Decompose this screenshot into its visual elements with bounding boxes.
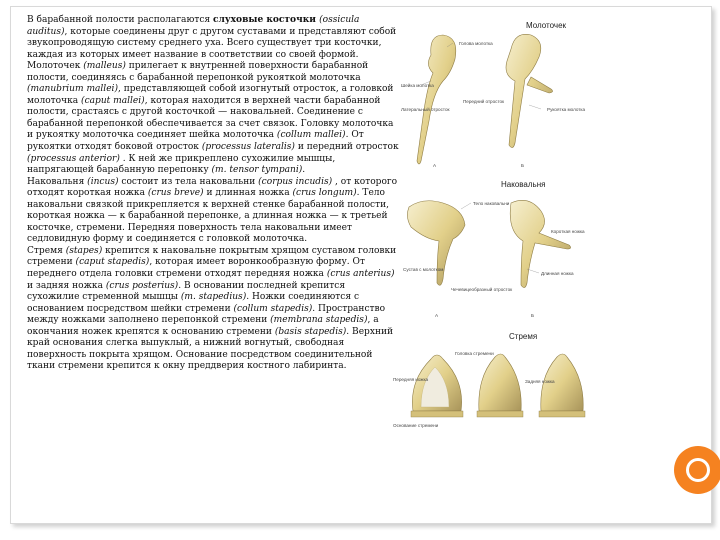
latin-term: (m. tensor tympani). <box>211 165 306 176</box>
label: Латеральный отросток <box>401 107 450 112</box>
stapes-shape-b <box>479 354 521 411</box>
malleus-shape-a <box>417 35 456 164</box>
latin-term: (crus posterius) <box>105 280 179 291</box>
figure-letter: А <box>435 313 439 318</box>
text: и задняя ножка <box>27 280 106 291</box>
text: . В основании последней крепится сухожилие стременной мышцы <box>27 280 346 303</box>
paragraph-ossicles <box>27 15 399 61</box>
latin-term: (malleus) <box>83 61 126 72</box>
latin-term: (collum stapedis) <box>233 303 313 314</box>
malleus-figure <box>391 15 601 175</box>
text: В барабанной полости располагаются <box>27 15 213 25</box>
text: , которая находится в верхней части барабанной полости, срастаясь с другой косточкой — наковальней. Соединение с барабанной перепонкой обеспечивается за счет связок. Головку молоточка и рукоятку молоточка соединяет шейка молоточка <box>27 95 394 141</box>
malleus-shape-b <box>506 34 553 147</box>
latin-term: (crus longum) <box>292 188 357 199</box>
latin-term: (ossicula auditus) <box>27 15 360 37</box>
label: Шейка молотка <box>401 83 434 88</box>
decorative-circle-ring <box>686 458 710 482</box>
stapes-figure <box>391 325 601 433</box>
label: Задняя ножка <box>525 379 555 384</box>
text: . Пространство между ножками заполнено перепонкой стремени <box>27 303 386 326</box>
figure-letter: Б <box>531 313 535 318</box>
label: Рукоятка молотка <box>547 107 586 112</box>
text: . Тело наковальни связкой прикрепляется к верхней стенке барабанной полости, короткая ножка — к барабанной перепонке, а длинная ножка — к третьей косточке, стремени. Передняя поверхность тела наковальни имеет седловидную форму и соединяется с головкой молоточка. <box>27 188 389 245</box>
label: Сустав с молотком <box>403 267 444 272</box>
term-ossicles: слуховые косточки <box>212 15 320 25</box>
latin-term: (m. stapedius) <box>180 292 247 303</box>
text: , представляющей собой изогнутый отросток, а головкой молоточка <box>27 84 394 106</box>
label: Чечевицеобразный отросток <box>451 287 513 292</box>
figure-title: Молоточек <box>526 21 567 30</box>
figure-title: Стремя <box>509 332 538 341</box>
figure-letter: Б <box>521 163 525 168</box>
text: и передний отросток <box>294 142 399 153</box>
latin-term: (manubrium mallei) <box>27 84 118 95</box>
text: прилегает к внутренней поверхности барабанной полости, соединяясь с барабанной перепонкой рукояткой молоточка <box>27 61 369 83</box>
label: Тело наковальни <box>473 201 510 206</box>
label: Передний отросток <box>463 99 505 104</box>
paragraph-stapes <box>27 246 399 373</box>
latin-term: (incus) <box>87 176 119 187</box>
paragraph-incus <box>27 177 399 246</box>
label: Головка стремени <box>455 351 494 356</box>
latin-term: (crus anterius) <box>326 269 395 280</box>
incus-figure <box>391 175 601 323</box>
paragraph-malleus <box>27 61 399 176</box>
text: состоит из тела наковальни <box>118 176 259 187</box>
label: Основание стремени <box>393 423 439 428</box>
figure-title: Наковальня <box>501 180 546 189</box>
text: и длинная ножка <box>203 188 293 199</box>
text: , которая имеет воронкообразную форму. От переднего отдела головки стремени отходят передняя ножка <box>27 257 365 280</box>
text: . От рукоятки отходят боковой отросток <box>27 130 364 153</box>
latin-term: (collum mallei) <box>276 130 346 141</box>
stapes-illustration <box>391 325 601 433</box>
latin-term: (caput mallei) <box>81 95 145 106</box>
text: . Верхний край основания слегка выпуклый, а нижний вогнутый, свободная поверхность покрыта хрящом. Основание посредством соединительной ткани стремени крепится к окну преддверия костного лабиринта. <box>27 326 394 372</box>
latin-term: (processus anterior) <box>27 153 120 164</box>
text: , от которого отходят короткая ножка <box>27 176 398 199</box>
latin-term: (processus lateralis) <box>201 142 295 153</box>
label: Длинная ножка <box>541 271 574 276</box>
malleus-illustration <box>391 15 601 175</box>
latin-term: (basis stapedis) <box>274 326 347 337</box>
text: крепится к наковальне покрытым хрящом суставом головки стремени <box>27 245 397 268</box>
text: Стремя <box>27 245 66 256</box>
latin-term: (membrana stapedis) <box>270 315 368 326</box>
text: , а окончания ножек крепятся к основанию стремени <box>27 315 379 337</box>
text: . К ней же прикреплено сухожилие мышцы, напрягающей барабанную перепонку <box>27 153 336 176</box>
incus-shape-a <box>407 201 465 286</box>
latin-term: (stapes) <box>65 245 103 256</box>
text: . Ножки соединяются с основанием посредством шейки стремени <box>27 292 360 314</box>
latin-term: (corpus incudis) <box>258 176 333 187</box>
latin-term: (caput stapedis) <box>75 257 150 268</box>
label: Короткая ножка <box>551 229 585 234</box>
text: Молоточек <box>27 61 84 72</box>
figure-letter: А <box>433 163 437 168</box>
text: Наковальня <box>27 176 88 187</box>
incus-illustration <box>391 175 601 323</box>
slide-card <box>10 6 712 524</box>
label: Голова молотка <box>459 41 493 46</box>
label: Передняя ножка <box>393 377 429 382</box>
text: , которые соединены друг с другом суставами и представляют собой звукопроводящую систему среднего уха. Всего существует три косточки, каждая из которых имеет название в соответствии со своей формой. <box>27 26 397 60</box>
latin-term: (crus breve) <box>147 188 204 199</box>
body-text <box>27 15 399 373</box>
